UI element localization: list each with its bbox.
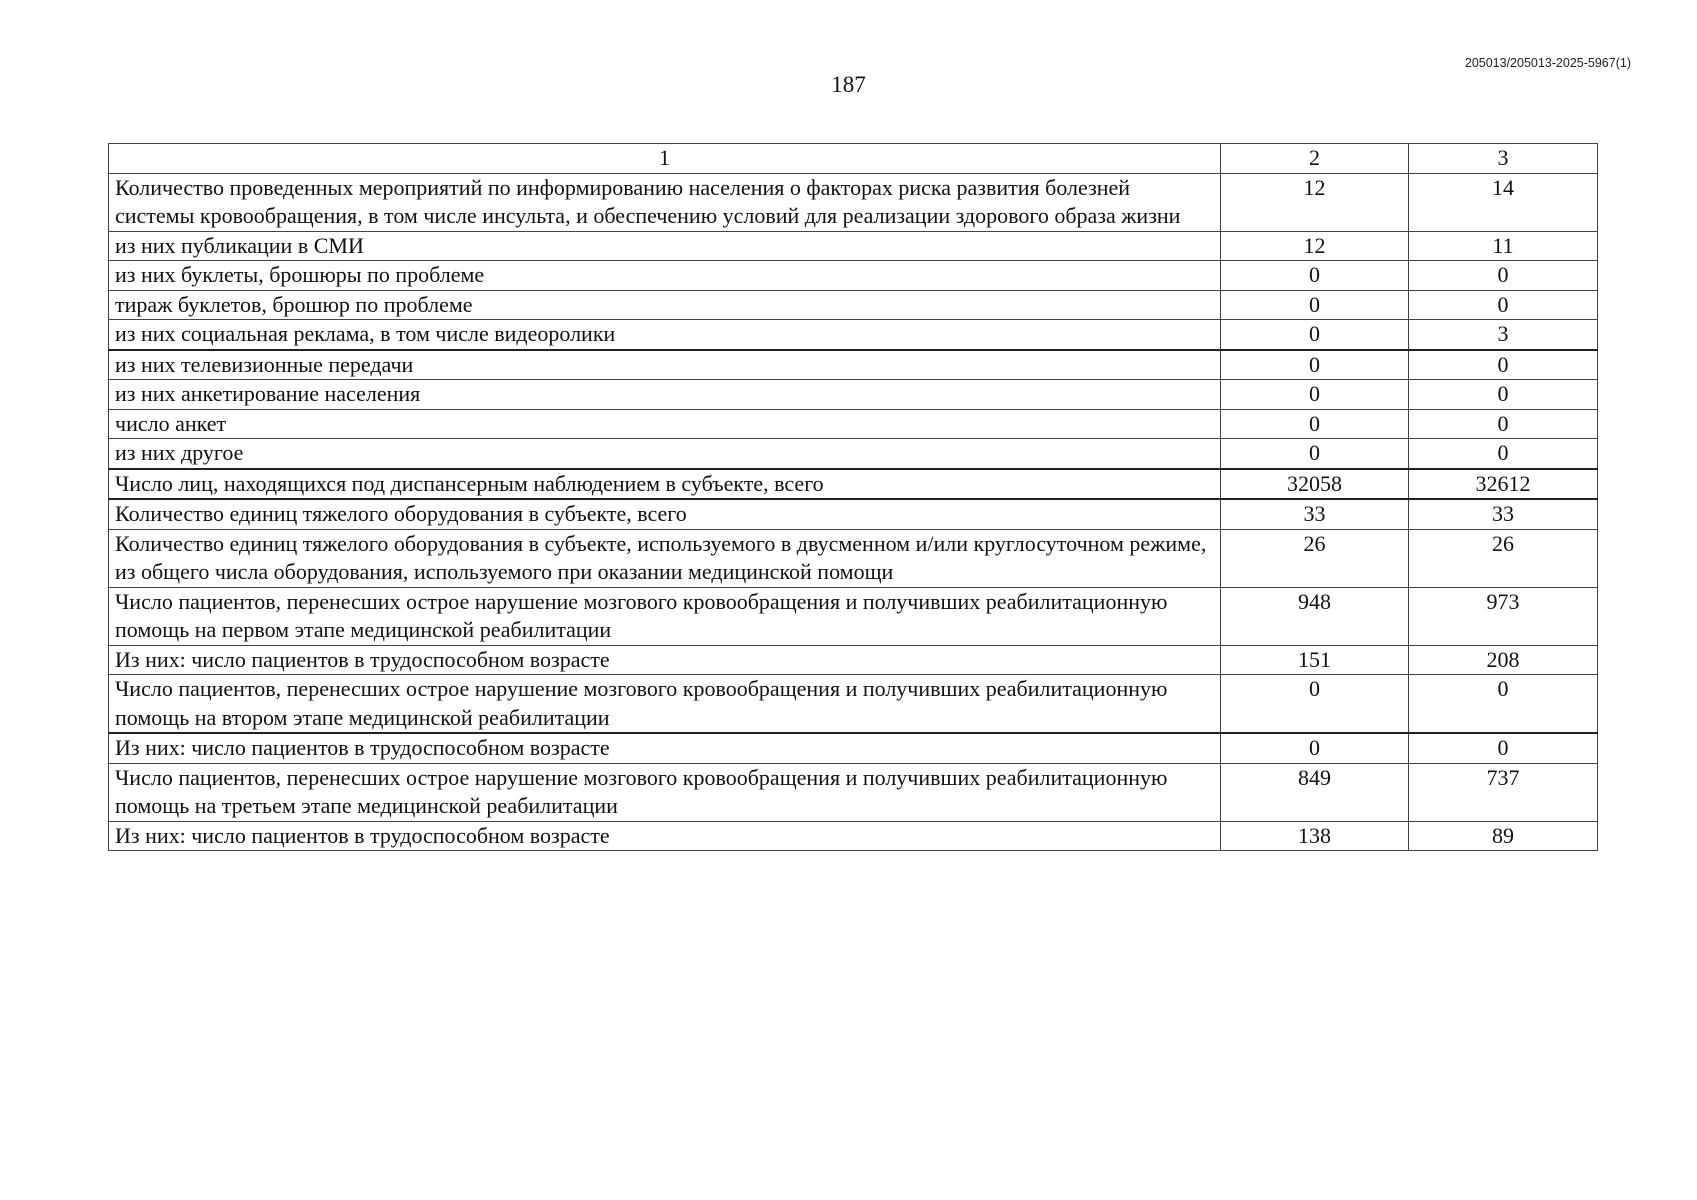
- table-row: [109, 587, 1598, 645]
- table-row: [109, 733, 1598, 763]
- row-label: из них публикации в СМИ: [109, 231, 1221, 261]
- row-label: Из них: число пациентов в трудоспособном возрасте: [109, 645, 1221, 675]
- row-label: из них буклеты, брошюры по проблеме: [109, 261, 1221, 291]
- row-value-col3: 26: [1409, 529, 1598, 587]
- table-row: [109, 529, 1598, 587]
- document-id: 205013/205013-2025-5967(1): [1464, 56, 1631, 70]
- row-label: Из них: число пациентов в трудоспособном возрасте: [109, 821, 1221, 851]
- row-label: из них телевизионные передачи: [109, 350, 1221, 380]
- table-row: [109, 821, 1598, 851]
- table-row: [109, 261, 1598, 291]
- row-value-col2: 12: [1221, 173, 1409, 231]
- table-row: [109, 173, 1598, 231]
- row-label: Количество единиц тяжелого оборудования в субъекте, всего: [109, 499, 1221, 529]
- row-value-col3: 33: [1409, 499, 1598, 529]
- row-value-col2: 32058: [1221, 469, 1409, 500]
- row-label: из них другое: [109, 439, 1221, 469]
- header-cell-2: 2: [1221, 144, 1409, 174]
- row-value-col3: 0: [1409, 261, 1598, 291]
- table-row: [109, 499, 1598, 529]
- row-value-col3: 32612: [1409, 469, 1598, 500]
- row-value-col3: 0: [1409, 439, 1598, 469]
- table-row: [109, 290, 1598, 320]
- row-value-col2: 0: [1221, 320, 1409, 350]
- table-row: [109, 320, 1598, 350]
- table-body: [109, 173, 1598, 851]
- row-value-col2: 0: [1221, 733, 1409, 763]
- row-label: Количество проведенных мероприятий по информированию населения о факторах риска развития болезней системы кровообращения, в том числе инсульта, и обеспечению условий для реализации здорового образа жизни: [109, 173, 1221, 231]
- row-label: Количество единиц тяжелого оборудования в субъекте, используемого в двусменном и/или круглосуточном режиме, из общего числа оборудования, используемого при оказании медицинской помощи: [109, 529, 1221, 587]
- table-row: [109, 675, 1598, 734]
- header-cell-3: 3: [1409, 144, 1598, 174]
- header-row: [109, 144, 1598, 174]
- row-value-col3: 0: [1409, 675, 1598, 734]
- table-row: [109, 409, 1598, 439]
- row-label: из них социальная реклама, в том числе видеоролики: [109, 320, 1221, 350]
- row-value-col3: 0: [1409, 350, 1598, 380]
- row-value-col2: 0: [1221, 439, 1409, 469]
- row-value-col2: 26: [1221, 529, 1409, 587]
- row-label: число анкет: [109, 409, 1221, 439]
- table-row: [109, 469, 1598, 500]
- row-value-col2: 948: [1221, 587, 1409, 645]
- row-value-col2: 0: [1221, 350, 1409, 380]
- row-value-col2: 849: [1221, 763, 1409, 821]
- row-value-col3: 0: [1409, 733, 1598, 763]
- row-label: из них анкетирование населения: [109, 380, 1221, 410]
- row-value-col3: 0: [1409, 380, 1598, 410]
- row-label: Число лиц, находящихся под диспансерным наблюдением в субъекте, всего: [109, 469, 1221, 500]
- row-label: Число пациентов, перенесших острое нарушение мозгового кровообращения и получивших реабилитационную помощь на первом этапе медицинской реабилитации: [109, 587, 1221, 645]
- row-value-col3: 3: [1409, 320, 1598, 350]
- row-value-col2: 0: [1221, 261, 1409, 291]
- row-value-col3: 0: [1409, 290, 1598, 320]
- table-row: [109, 645, 1598, 675]
- row-label: Число пациентов, перенесших острое нарушение мозгового кровообращения и получивших реабилитационную помощь на втором этапе медицинской реабилитации: [109, 675, 1221, 734]
- table-row: [109, 231, 1598, 261]
- row-value-col2: 12: [1221, 231, 1409, 261]
- data-table: [108, 143, 1598, 851]
- row-value-col2: 33: [1221, 499, 1409, 529]
- row-value-col3: 11: [1409, 231, 1598, 261]
- row-label: Из них: число пациентов в трудоспособном возрасте: [109, 733, 1221, 763]
- row-value-col3: 14: [1409, 173, 1598, 231]
- table-row: [109, 439, 1598, 469]
- row-value-col2: 0: [1221, 290, 1409, 320]
- row-label: тираж буклетов, брошюр по проблеме: [109, 290, 1221, 320]
- table-row: [109, 763, 1598, 821]
- row-value-col2: 138: [1221, 821, 1409, 851]
- table-row: [109, 350, 1598, 380]
- row-value-col3: 973: [1409, 587, 1598, 645]
- table-row: [109, 380, 1598, 410]
- row-value-col3: 208: [1409, 645, 1598, 675]
- row-value-col3: 89: [1409, 821, 1598, 851]
- row-label: Число пациентов, перенесших острое нарушение мозгового кровообращения и получивших реабилитационную помощь на третьем этапе медицинской реабилитации: [109, 763, 1221, 821]
- row-value-col2: 0: [1221, 675, 1409, 734]
- row-value-col3: 0: [1409, 409, 1598, 439]
- page-number: 187: [831, 72, 866, 97]
- row-value-col2: 151: [1221, 645, 1409, 675]
- row-value-col2: 0: [1221, 409, 1409, 439]
- row-value-col2: 0: [1221, 380, 1409, 410]
- row-value-col3: 737: [1409, 763, 1598, 821]
- header-cell-1: 1: [109, 144, 1221, 174]
